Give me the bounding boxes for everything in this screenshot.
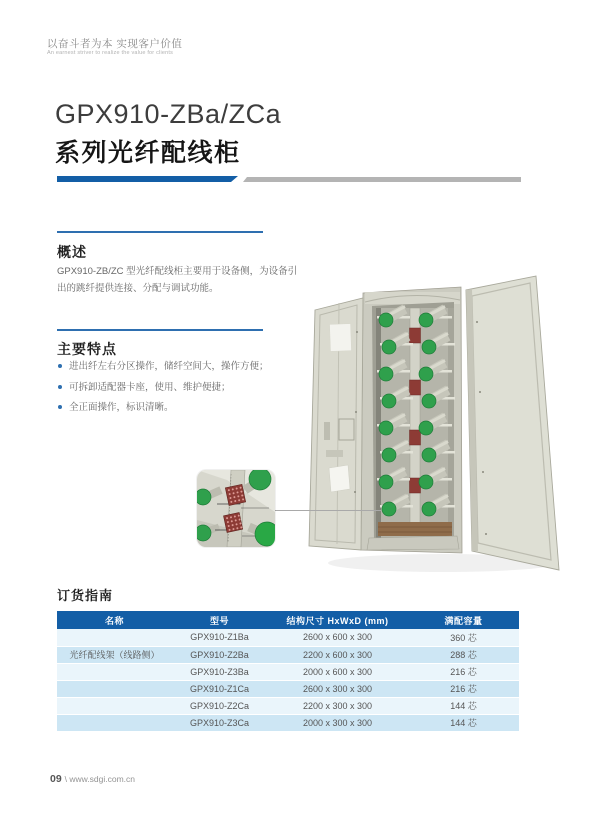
table-row: GPX910-Z2Ca 2200 x 300 x 300 144 芯 (57, 697, 519, 714)
feature-text: 进出纤左右分区操作，储纤空间大，操作方便； (69, 361, 269, 372)
col-header-model: 型号 (172, 611, 267, 629)
bullet-icon (58, 405, 62, 409)
col-header-capacity: 满配容量 (408, 611, 519, 629)
page-footer (50, 773, 135, 785)
table-row: GPX910-Z3Ca 2000 x 300 x 300 144 芯 (57, 714, 519, 731)
feature-item (57, 361, 307, 372)
header-slogan-cn: 以奋斗者为本 实现客户价值 (47, 38, 183, 50)
header-slogan-en: An earnest striver to realize the value for clients (47, 50, 174, 56)
inset-callout-line (275, 510, 381, 511)
col-header-name: 名称 (57, 611, 172, 629)
page-title-product: 系列光纤配线柜 (55, 139, 241, 167)
features-list (57, 361, 307, 423)
feature-item (57, 402, 307, 413)
table-row: GPX910-Z3Ba 2000 x 600 x 300 216 芯 (57, 663, 519, 680)
overview-body-text: GPX910-ZB/ZC 型光纤配线柜主要用于设备侧，为设备引出的跳纤提供连接、分配与调试功能。 (57, 266, 298, 294)
ordering-heading: 订货指南 (57, 588, 114, 603)
table-header-row (57, 611, 519, 629)
feature-text: 可拆卸适配器卡座，使用、维护便捷； (69, 381, 231, 393)
bullet-icon (58, 364, 62, 368)
feature-item (57, 382, 307, 393)
footer-website-url: \ www.sdgi.com.cn (64, 774, 135, 784)
footer-page-number: 09 (50, 773, 62, 785)
table-row: GPX910-Z1Ba 2600 x 600 x 300 360 芯 (57, 629, 519, 646)
page-title-series: GPX910-ZBa/ZCa (55, 99, 282, 129)
title-accent-bar-gray (243, 177, 521, 182)
col-header-dimensions: 结构尺寸 HxWxD (mm) (267, 611, 408, 629)
features-rule (57, 329, 263, 331)
overview-rule (57, 231, 263, 233)
table-row: GPX910-Z1Ca 2600 x 300 x 300 216 芯 (57, 680, 519, 697)
title-accent-bar-blue (57, 176, 238, 182)
feature-text: 全正面操作，标识清晰。 (69, 402, 174, 413)
features-heading: 主要特点 (57, 341, 117, 357)
adapter-card-detail-inset (197, 470, 275, 547)
table-row: 光纤配线架（线路侧） GPX910-Z2Ba 2200 x 600 x 300 288 芯 (57, 646, 519, 663)
fiber-distribution-cabinet-photo (293, 272, 587, 580)
overview-heading: 概述 (57, 244, 87, 260)
ordering-table (57, 611, 519, 732)
bullet-icon (58, 385, 62, 389)
